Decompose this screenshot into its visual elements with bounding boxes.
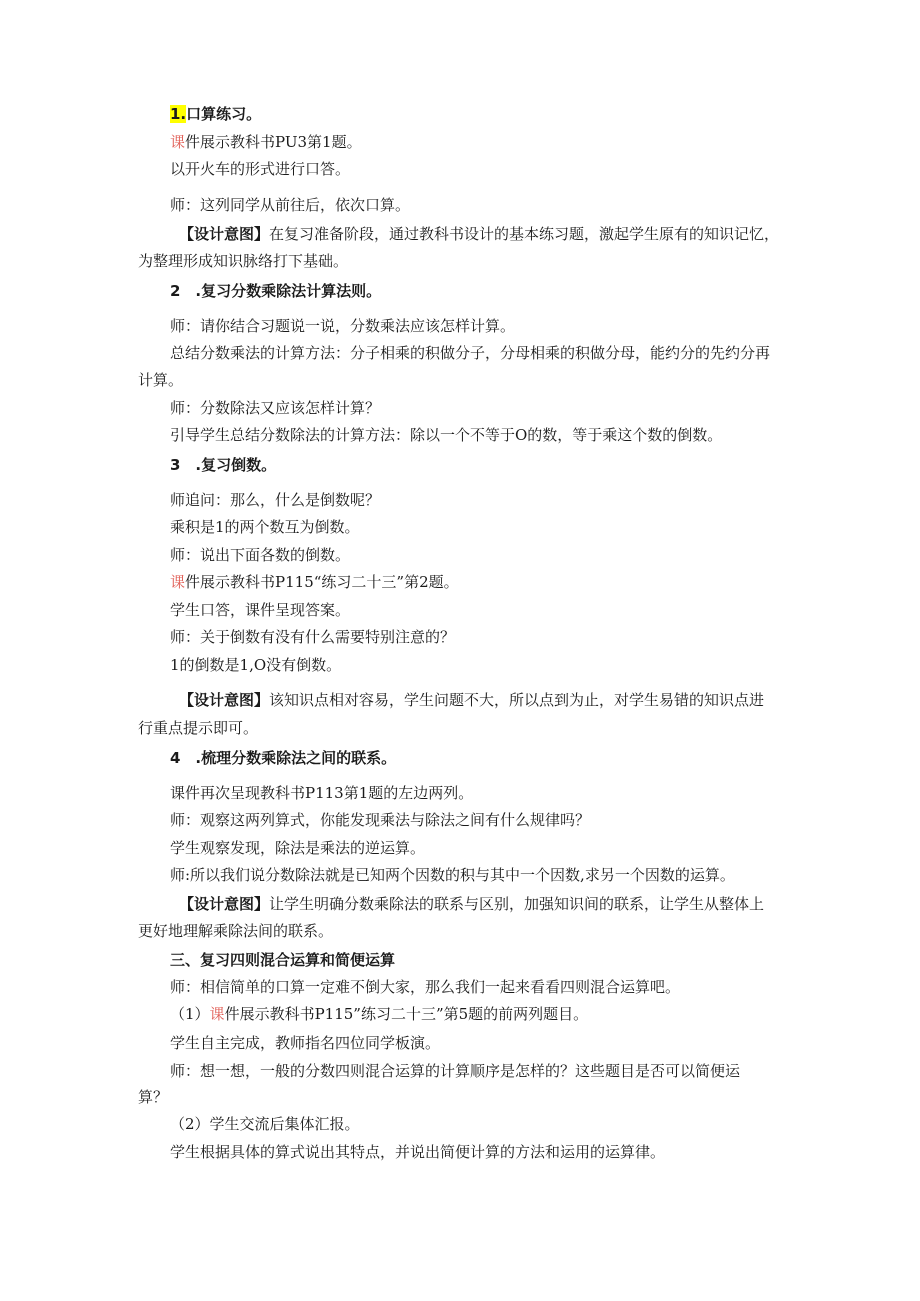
paragraph: 引导学生总结分数除法的计算方法：除以一个不等于O的数，等于乘这个数的倒数。	[170, 426, 723, 444]
paragraph: 学生口答，课件呈现答案。	[170, 601, 351, 619]
paragraph: 师：关于倒数有没有什么需要特别注意的？	[170, 628, 456, 646]
paragraph: 学生观察发现，除法是乘法的逆运算。	[170, 839, 426, 857]
paragraph: 师:所以我们说分数除法就是已知两个因数的积与其中一个因数,求另一个因数的运算。	[170, 866, 735, 884]
design-intent-tag: 【设计意图】	[179, 895, 270, 913]
red-char: 课	[170, 133, 186, 151]
section-3-heading: 3 .复习倒数。	[170, 456, 277, 474]
paragraph: （2）学生交流后集体汇报。	[170, 1115, 360, 1133]
section-1-heading: 1.口算练习。	[170, 105, 262, 123]
paragraph: 更好地理解乘除法间的联系。	[138, 922, 334, 940]
design-intent-1: 【设计意图】在复习准备阶段，通过教科书设计的基本练习题，激起学生原有的知识记忆，	[179, 225, 780, 243]
paragraph: 总结分数乘法的计算方法：分子相乘的积做分子，分母相乘的积做分母，能约分的先约分再	[170, 344, 771, 362]
section-number-highlight: 1.	[170, 105, 187, 123]
paragraph: 课件展示教科书PU3第1题。	[170, 133, 362, 151]
paragraph: 1的倒数是1,O没有倒数。	[170, 656, 342, 674]
section-5-heading: 三、复习四则混合运算和简便运算	[170, 951, 396, 969]
paragraph: （1）课件展示教科书P115”练习二十三”第5题的前两列题目。	[170, 1005, 589, 1023]
paragraph: 课件再次呈现教科书P113第1题的左边两列。	[170, 784, 474, 802]
paragraph: 师追问：那么，什么是倒数呢？	[170, 491, 381, 509]
paragraph: 师：请你结合习题说一说，分数乘法应该怎样计算。	[170, 317, 516, 335]
paragraph: 师：说出下面各数的倒数。	[170, 546, 351, 564]
paragraph: 师：观察这两列算式，你能发现乘法与除法之间有什么规律吗？	[170, 811, 591, 829]
paragraph: 学生自主完成，教师指名四位同学板演。	[170, 1034, 441, 1052]
design-intent-tag: 【设计意图】	[179, 225, 270, 243]
section-4-heading: 4 .梳理分数乘除法之间的联系。	[170, 749, 397, 767]
paragraph: 行重点提示即可。	[138, 719, 259, 737]
paragraph: 计算。	[138, 371, 184, 389]
paragraph: 师：分数除法又应该怎样计算？	[170, 399, 381, 417]
red-char: 课	[170, 573, 186, 591]
paragraph: 师：相信简单的口算一定难不倒大家，那么我们一起来看看四则混合运算吧。	[170, 978, 681, 996]
paragraph: 为整理形成知识脉络打下基础。	[138, 252, 349, 270]
design-intent-3: 【设计意图】让学生明确分数乘除法的联系与区别，加强知识间的联系，让学生从整体上	[179, 895, 765, 913]
red-char: 课	[209, 1005, 225, 1023]
paragraph: 师：想一想，一般的分数四则混合运算的计算顺序是怎样的？这些题目是否可以简便运	[170, 1062, 741, 1080]
paragraph: 乘积是1的两个数互为倒数。	[170, 518, 360, 536]
paragraph: 学生根据具体的算式说出其特点，并说出简便计算的方法和运用的运算律。	[170, 1143, 666, 1161]
design-intent-tag: 【设计意图】	[179, 691, 270, 709]
paragraph: 师：这列同学从前往后，依次口算。	[170, 196, 411, 214]
section-2-heading: 2 .复习分数乘除法计算法则。	[170, 282, 382, 300]
paragraph: 课件展示教科书P115“练习二十三”第2题。	[170, 573, 459, 591]
paragraph: 以开火车的形式进行口答。	[170, 160, 351, 178]
paragraph: 算？	[138, 1088, 169, 1106]
design-intent-2: 【设计意图】该知识点相对容易，学生问题不大，所以点到为止，对学生易错的知识点进	[179, 691, 765, 709]
